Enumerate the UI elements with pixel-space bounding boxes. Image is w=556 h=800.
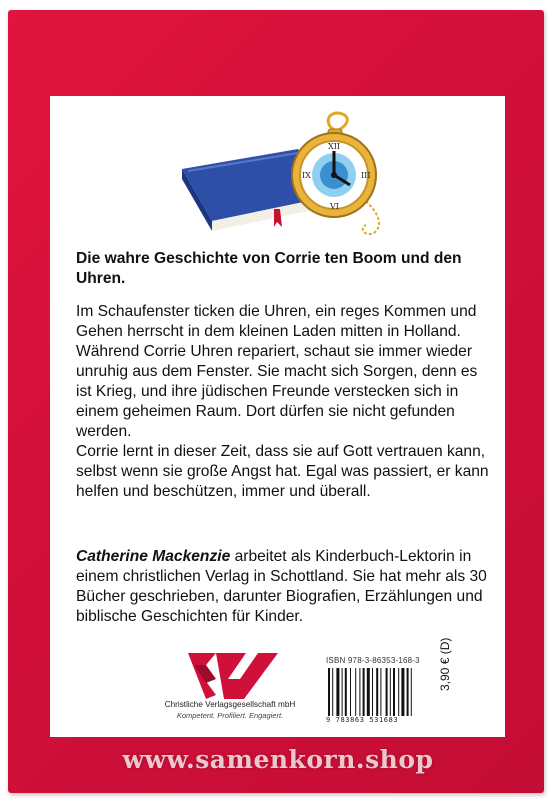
book-and-pocket-watch-illustration — [178, 109, 394, 241]
headline: Die wahre Geschichte von Corrie ten Boom und den Uhren. — [76, 250, 462, 287]
author-bio-text: arbeitet als Kinderbuch-Lektorin in einem christlichen Verlag in Schottland. Sie hat mehr als 30 Bücher geschrieben, darunter Biografien, Erzählungen und biblische Geschichten für Kinder. — [76, 548, 487, 625]
blurb-paragraph: Corrie lernt in dieser Zeit, dass sie auf Gott vertrauen kann, selbst wenn sie große Angst hat. Egal was passiert, er kann helfen und beschützen, immer und überall. — [76, 443, 489, 500]
author-name: Catherine Mackenzie — [76, 548, 231, 565]
barcode-digits: 9 783863 531683 — [326, 716, 399, 724]
text-panel — [50, 96, 505, 737]
blurb-paragraph: Im Schaufenster ticken die Uhren, ein reges Kommen und Gehen herrscht in dem kleinen Laden mitten in Holland. — [76, 303, 477, 340]
cv-logo-icon — [154, 649, 314, 701]
svg-text:IX: IX — [302, 171, 311, 180]
barcode — [326, 668, 438, 716]
isbn-label: ISBN 978-3-86353-168-3 — [326, 656, 420, 665]
blurb — [76, 302, 496, 502]
svg-text:XII: XII — [328, 142, 341, 151]
author-bio — [76, 547, 496, 627]
publisher-slogan: Kompetent. Profiliert. Engagiert. — [176, 711, 284, 720]
svg-text:III: III — [361, 171, 371, 180]
website-watermark: www.samenkorn.shop — [122, 745, 434, 774]
pocket-watch-icon — [292, 129, 376, 217]
publisher-name: Christliche Verlagsgesellschaft mbH — [164, 700, 296, 709]
price-label: 3,90 € (D) — [438, 637, 452, 691]
blurb-paragraph: Während Corrie Uhren repariert, schaut sie immer wieder unruhig aus dem Fenster. Sie macht sich Sorgen, denn es ist Krieg, und ihre jüdischen Freunde verstecken sich in einem geheimen Raum. Dort dürfen sie nicht gefunden werden. — [76, 343, 478, 440]
svg-text:VI: VI — [330, 202, 339, 211]
